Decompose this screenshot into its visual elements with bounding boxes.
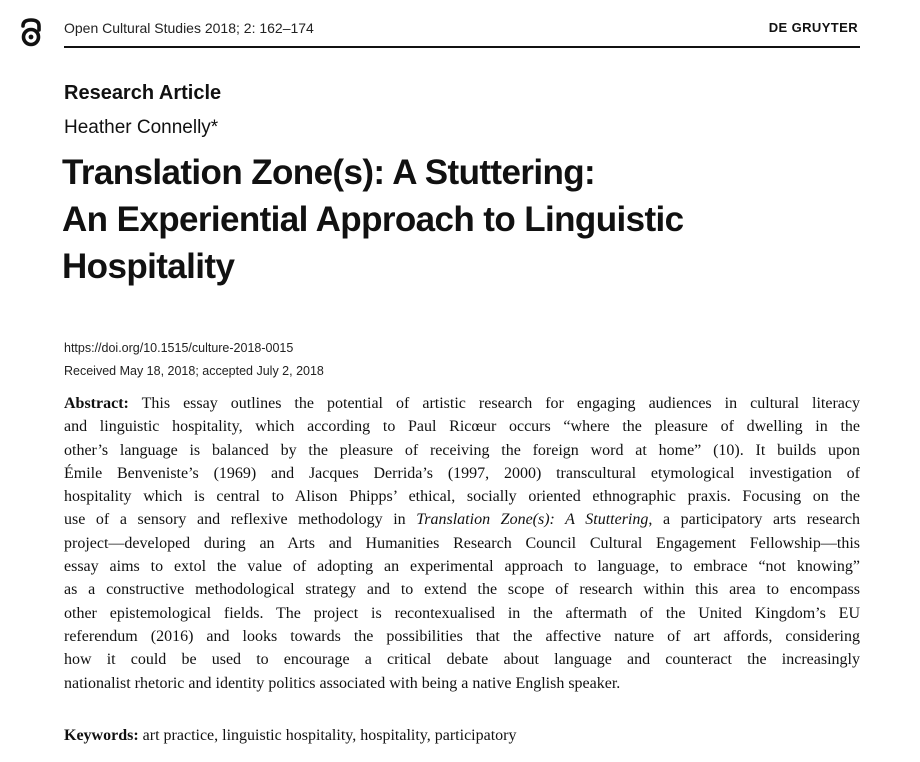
title-line: Hospitality [62,247,235,286]
page-header [64,18,860,38]
header-rule [64,46,860,48]
title-line: Translation Zone(s): A Stuttering: [62,153,596,192]
project-title-italic: Translation Zone(s): A Stuttering [416,511,649,529]
abstract-line: hospitality which is central to Alison Phipps’ ethical, socially oriented ethnographic praxis. Focusing on the [64,488,860,506]
publisher-name: DE GRUYTER [768,20,858,35]
received-accepted-dates: Received May 18, 2018; accepted July 2, 2018 [64,364,324,378]
abstract-line: referendum (2016) and looks towards the possibilities that the affective nature of art affords, considering [64,627,860,645]
title-line: An Experiential Approach to Linguistic [62,200,684,239]
abstract-line: other epistemological fields. The project is recontexualised in the aftermath of the United Kingdom’s EU [64,604,860,622]
keywords [64,727,516,745]
article-title [62,149,852,290]
doi-link[interactable]: https://doi.org/10.1515/culture-2018-0015 [64,341,294,355]
abstract-line: Abstract: This essay outlines the potential of artistic research for engaging audiences in cultural literacy [64,395,860,412]
article-meta [64,337,324,383]
article-type: Research Article [64,82,222,104]
author-name: Heather Connelly* [64,117,219,138]
abstract-line: as a constructive methodological strategy and to extend the scope of research within this area to encompass [64,581,860,599]
abstract-line: how it could be used to encourage a critical debate about language and counteract the increasingly [64,651,860,669]
journal-citation: Open Cultural Studies 2018; 2: 162–174 [64,20,314,36]
abstract-line: nationalist rhetoric and identity politics associated with being a native English speaker. [64,674,621,692]
abstract-line: essay aims to extol the value of adopting an experimental approach to language, to embrace “not knowing” [64,558,860,576]
abstract-line: use of a sensory and reflexive methodology in Translation Zone(s): A Stuttering, a participatory arts research [64,511,861,529]
abstract-line: and linguistic hospitality, which according to Paul Ricœur occurs “where the pleasure of dwelling in the [64,418,860,436]
keywords-label: Keywords: [64,727,139,744]
abstract [64,392,860,695]
abstract-line: project—developed during an Arts and Humanities Research Council Cultural Engagement Fellowship—this [64,534,860,552]
abstract-line: other’s language is balanced by the pleasure of receiving the foreign word at home” (10). It builds upon [64,441,860,459]
keywords-list: art practice, linguistic hospitality, hospitality, participatory [138,727,517,744]
open-access-icon [18,18,44,48]
abstract-label: Abstract: [64,395,129,412]
abstract-line: Émile Benveniste’s (1969) and Jacques Derrida’s (1997, 2000) transcultural etymological investigation of [64,464,860,482]
